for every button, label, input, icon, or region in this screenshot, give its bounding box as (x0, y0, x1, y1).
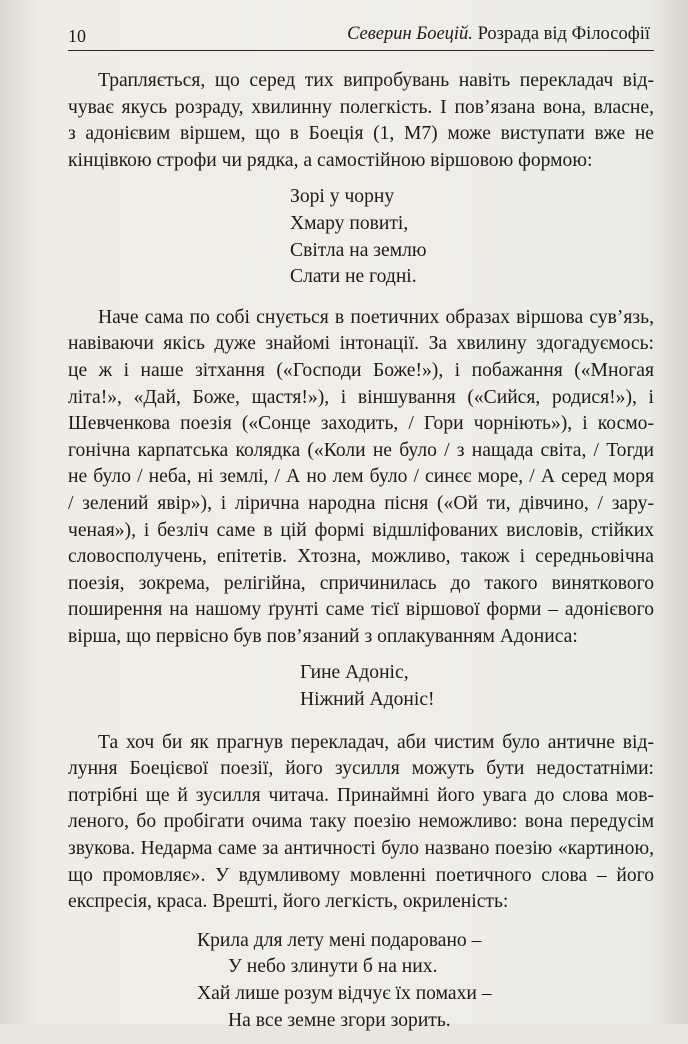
text-line: поезія, зокрема, релігійна, спричинилась до такого виняткового (68, 572, 654, 594)
text-line: що промовляє». У вдумливому мовленні поетичного слова – його (68, 864, 654, 886)
running-head-title: Розрада від Філософії (472, 24, 650, 44)
text-line: ченая»), і безліч саме в цій формі відшліфованих висловів, стійких (68, 519, 654, 541)
text-line: звукова. Недарма саме за античності було названо поезію «картиною, (68, 838, 654, 860)
page-header (68, 22, 654, 51)
text-line: Трапляється, що серед тих випробувань навіть перекладач від- (98, 70, 654, 91)
running-head-author: Северин Боецій. (347, 24, 473, 44)
text-line: Та хоч би як прагнув перекладач, аби чистим було античне від- (98, 731, 654, 753)
verse-line: Зорі у чорну (290, 186, 395, 208)
verse-line: Світла на землю (290, 239, 427, 261)
text-line: Шевченкова поезія («Сонце заходить, / Гори чорніють»), і космо- (68, 413, 654, 435)
verse-3 (68, 928, 654, 1034)
running-head (347, 24, 650, 45)
page-number: 10 (68, 26, 86, 46)
text-line: експресія, краса. Врешті, його легкість, окриленість: (68, 891, 509, 913)
paragraph-2 (68, 305, 654, 651)
text-line: вірша, що первісно був пов’язаний з оплакуванням Адониса: (68, 625, 578, 647)
text-line: луння Боецієвої поезії, його зусилля можуть бути недостатніми: (68, 758, 654, 780)
text-line: леного, бо пробігати очима таку поезію неможливо: вона передусім (68, 811, 654, 833)
verse-line: Ніжний Адоніс! (300, 689, 435, 711)
text-line: словосполучень, епітетів. Хтозна, можливо, також і середньовічна (68, 546, 654, 568)
page-body (68, 68, 654, 1044)
text-line: Наче сама по собі снується в поетичних образах віршова сув’язь, (98, 306, 654, 328)
text-line: гонічна карпатська колядка («Коли не було / з нащада світа, / Тогди (68, 439, 654, 461)
verse-line: Хмару повиті, (290, 212, 409, 234)
text-line: це ж і наше зітхання («Господи Боже!»), і побажання («Многая (68, 359, 654, 381)
verse-line: На все земне згори зорить. (228, 1009, 451, 1031)
text-line: потрібні ще й зусилля читача. Принаймні його увага до слова мов- (68, 784, 654, 806)
verse-line: Крила для лету мені подаровано – (197, 929, 482, 951)
verse-line: Гине Адоніс, (300, 662, 409, 684)
paragraph-3 (68, 730, 654, 916)
text-line: з адонієвим віршем, що в Боеція (1, М7) може виступати вже не (68, 123, 654, 145)
text-line: не було / неба, ні землі, / А но лем було / синєє море, / А серед моря (68, 466, 654, 488)
verse-line: Слати не годні. (290, 266, 417, 288)
verse-2 (68, 660, 654, 713)
text-line: чуває якусь розраду, хвилинну полегкість. І пов’язана вона, власне, (68, 96, 654, 118)
text-line: кінцівкою строфи чи рядка, а самостійною віршовою формою: (68, 149, 593, 171)
text-line: навіваючи якісь дуже знайомі інтонації. За хвилину здогадуємось: (68, 333, 654, 355)
verse-line: У небо злинути б на них. (228, 956, 438, 978)
text-line: / зелений явір»), і лірична народна пісня («Ой ти, дівчино, / зару- (68, 492, 654, 514)
text-line: літа!», «Дай, Боже, щастя!»), і віншування («Сийся, родися!»), і (68, 386, 654, 408)
text-line: поширення на нашому ґрунті саме тієї віршової форми – адонієвого (68, 599, 654, 621)
verse-1 (68, 184, 654, 290)
paragraph-1 (68, 68, 654, 174)
verse-line: Хай лише розум відчує їх помахи – (197, 983, 492, 1004)
